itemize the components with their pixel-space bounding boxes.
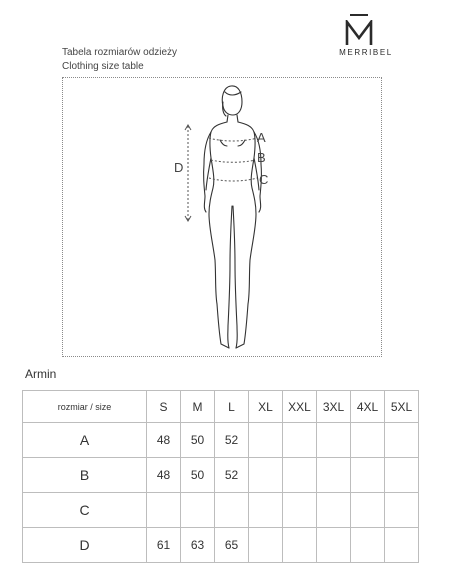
table-cell [385,493,419,528]
body-silhouette-illustration [63,78,383,358]
table-cell [351,458,385,493]
product-name: Armin [25,367,57,381]
table-cell [249,423,283,458]
measure-label-a: A [257,130,266,145]
body-figure-frame [62,77,382,357]
table-cell: 48 [147,458,181,493]
table-cell: 61 [147,528,181,563]
size-header-cell: L [215,391,249,423]
table-cell [385,423,419,458]
table-cell [351,528,385,563]
measure-label-c: C [259,172,269,187]
brand-logo [330,10,410,60]
size-header-cell: 3XL [317,391,351,423]
table-cell: 52 [215,458,249,493]
logo-macron-bar [350,14,368,16]
table-cell [351,423,385,458]
table-cell: 50 [181,423,215,458]
table-row [23,528,419,563]
table-cell [317,458,351,493]
title-polish: Tabela rozmiarów odzieży [62,47,178,58]
brand-name: MERRIBEL [339,48,393,57]
size-header-cell: 4XL [351,391,385,423]
table-cell [283,528,317,563]
measure-row-label: D [23,528,147,563]
table-row [23,493,419,528]
table-cell [283,423,317,458]
size-header-cell: XXL [283,391,317,423]
table-cell [147,493,181,528]
table-cell: 50 [181,458,215,493]
measure-row-label: C [23,493,147,528]
table-cell [317,493,351,528]
size-header-cell: M [181,391,215,423]
size-header-cell: XL [249,391,283,423]
measure-label-b: B [257,150,266,165]
table-cell [249,458,283,493]
table-cell [385,528,419,563]
measure-row-label: B [23,458,147,493]
table-cell [317,423,351,458]
table-row [23,423,419,458]
table-cell: 48 [147,423,181,458]
table-cell: 52 [215,423,249,458]
title-english: Clothing size table [62,61,144,72]
table-cell [181,493,215,528]
table-cell [317,528,351,563]
size-table-corner-label: rozmiar / size [23,391,147,423]
table-cell [249,493,283,528]
table-cell: 65 [215,528,249,563]
table-cell [385,458,419,493]
page-title [62,46,177,74]
logo-letter-m [344,20,374,46]
table-cell [283,493,317,528]
table-row [23,458,419,493]
size-header-cell: 5XL [385,391,419,423]
measure-row-label: A [23,423,147,458]
measure-label-d: D [174,160,184,175]
size-table-header-row [23,391,419,423]
table-cell [351,493,385,528]
size-table [22,390,419,563]
size-header-cell: S [147,391,181,423]
table-cell [249,528,283,563]
table-cell [283,458,317,493]
table-cell: 63 [181,528,215,563]
table-cell [215,493,249,528]
